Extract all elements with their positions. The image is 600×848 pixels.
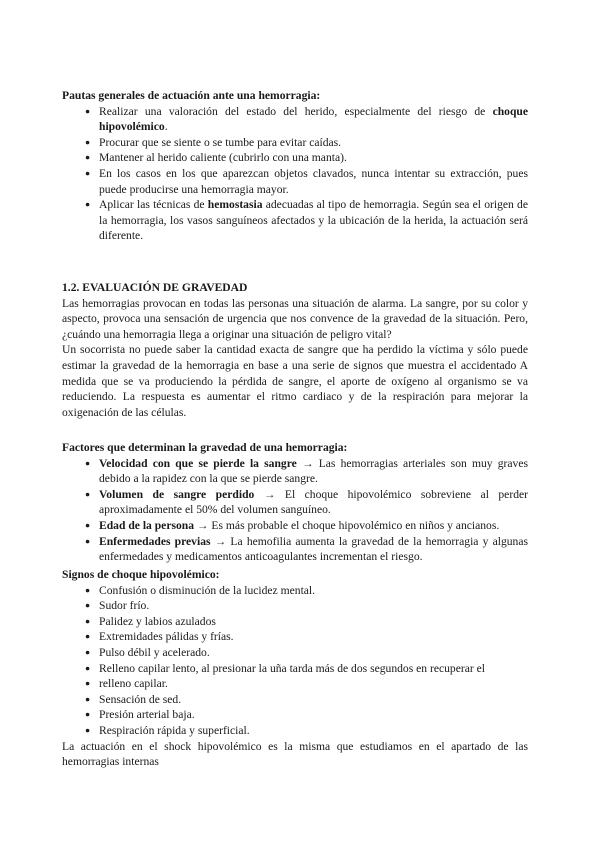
evaluacion-section bbox=[62, 280, 528, 420]
list-item: ● Confusión o disminución de la lucidez mental. bbox=[62, 583, 528, 599]
list-item: ● Relleno capilar lento, al presionar la uña tarda más de dos segundos en recuperar el bbox=[62, 661, 528, 677]
factores-heading: Factores que determinan la gravedad de una hemorragia: bbox=[62, 441, 348, 454]
list-item: ● Procurar que se siente o se tumbe para evitar caídas. bbox=[62, 135, 528, 151]
closing-paragraph: La actuación en el shock hipovolémico es la misma que estudiamos en el apartado de las hemorragias internas bbox=[62, 739, 528, 769]
list-item: ● Volumen de sangre perdido → El choque hipovolémico sobreviene al perder aproximadamente el 50% del volumen sanguíneo. bbox=[62, 487, 528, 518]
list-item: ● Palidez y labios azulados bbox=[62, 614, 528, 630]
list-item: ● Enfermedades previas → La hemofilia aumenta la gravedad de la hemorragia y algunas enfermedades y medicamentos anticoagulantes incrementan el riesgo. bbox=[62, 534, 528, 565]
signos-list bbox=[62, 583, 528, 739]
list-item: ● Aplicar las técnicas de hemostasia adecuadas al tipo de hemorragia. Según sea el origen de la hemorragia, los vasos sanguíneos afectados y la ubicación de la herida, la actuación será diferente. bbox=[62, 197, 528, 244]
pautas-section bbox=[62, 88, 528, 244]
signos-section bbox=[62, 567, 528, 770]
list-item: ● Edad de la persona → Es más probable el choque hipovolémico en niños y ancianos. bbox=[62, 518, 528, 534]
list-item: ● Extremidades pálidas y frías. bbox=[62, 629, 528, 645]
list-item: ● Presión arterial baja. bbox=[62, 707, 528, 723]
list-item: ● Realizar una valoración del estado del herido, especialmente del riesgo de choque hipovolémico. bbox=[62, 104, 528, 135]
list-item: ● Mantener al herido caliente (cubrirlo con una manta). bbox=[62, 150, 528, 166]
evaluacion-paragraph-1: Las hemorragias provocan en todas las personas una situación de alarma. La sangre, por su color y aspecto, provoca una sensación de urgencia que nos convence de la gravedad de la situación. Pero, ¿cuándo una hemorragia llega a originar una situación de peligro vital? bbox=[62, 296, 528, 341]
pautas-heading: Pautas generales de actuación ante una hemorragia: bbox=[62, 89, 321, 102]
list-item: ● relleno capilar. bbox=[62, 676, 528, 692]
pautas-list bbox=[62, 104, 528, 244]
signos-heading: Signos de choque hipovolémico: bbox=[62, 568, 220, 581]
list-item: ● Sensación de sed. bbox=[62, 692, 528, 708]
list-item: ● Velocidad con que se pierde la sangre → Las hemorragias arteriales son muy graves debido a la rapidez con la que se pierde sangre. bbox=[62, 456, 528, 487]
list-item: ● Sudor frío. bbox=[62, 598, 528, 614]
evaluacion-paragraph-2: Un socorrista no puede saber la cantidad exacta de sangre que ha perdido la víctima y sólo puede estimar la gravedad de la hemorragia en base a una serie de signos que muestra el accidentado A medida que se va produciendo la pérdida de sangre, el aporte de oxígeno al organismo se va reduciendo. La respuesta es aumentar el ritmo cardiaco y de la respiración para mejorar la oxigenación de las células. bbox=[62, 343, 528, 419]
list-item: ● Respiración rápida y superficial. bbox=[62, 723, 528, 739]
factores-section bbox=[62, 440, 528, 565]
factores-list bbox=[62, 456, 528, 565]
list-item: ● En los casos en los que aparezcan objetos clavados, nunca intentar su extracción, pues puede producirse una hemorragia mayor. bbox=[62, 166, 528, 197]
list-item: ● Pulso débil y acelerado. bbox=[62, 645, 528, 661]
section-title: 1.2. EVALUACIÓN DE GRAVEDAD bbox=[62, 281, 248, 294]
